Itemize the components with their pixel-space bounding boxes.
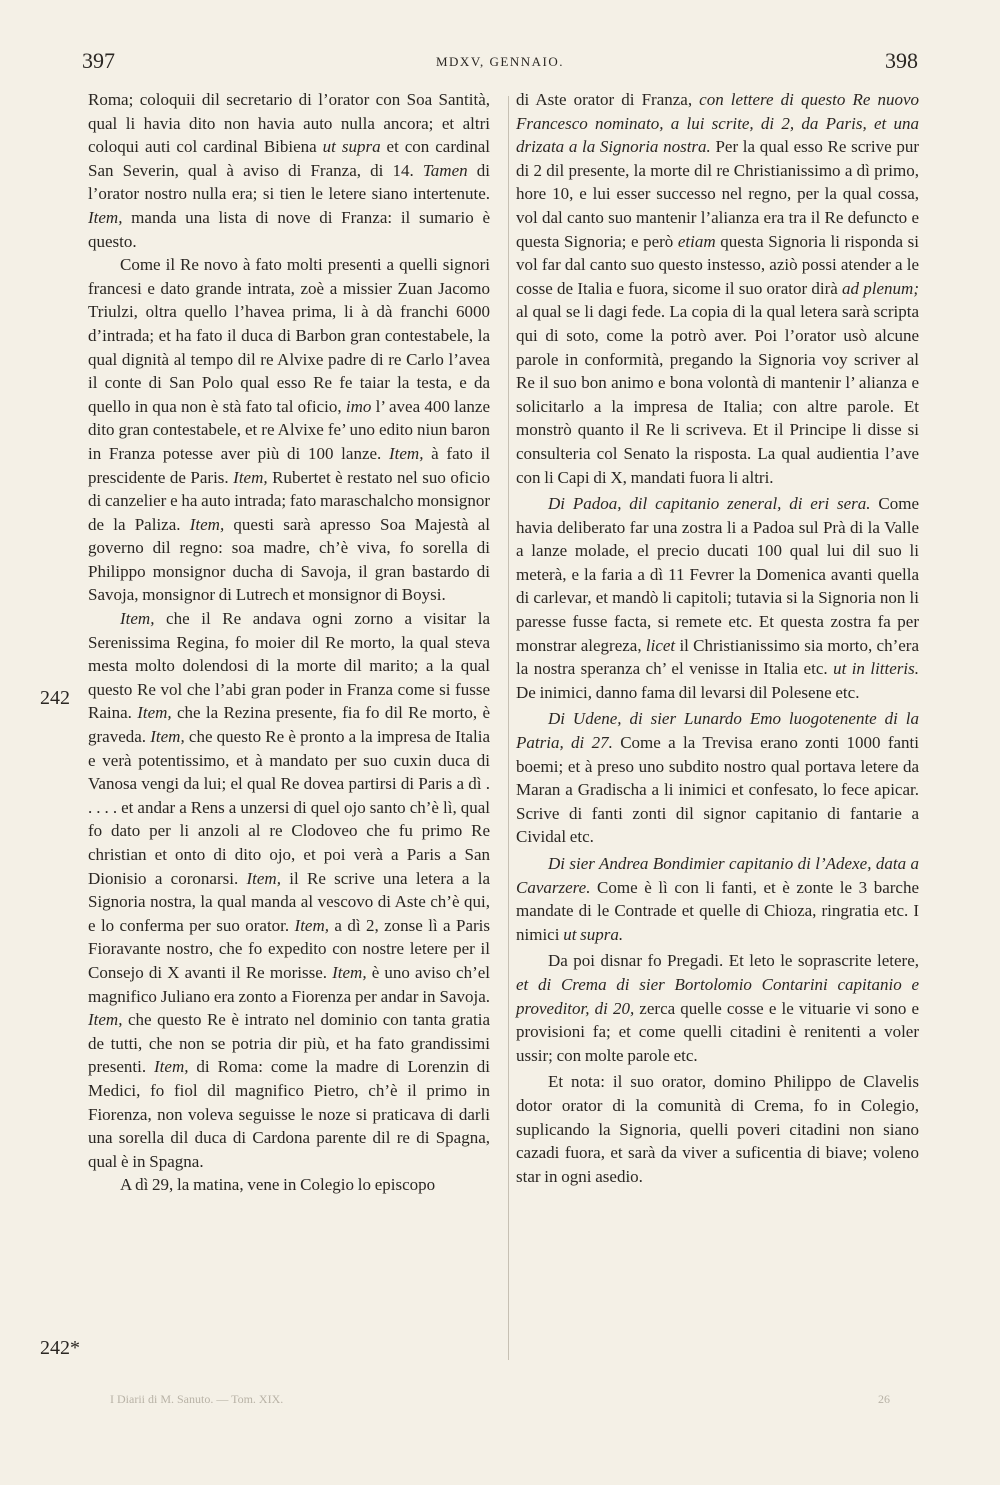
- right-page-number: 398: [885, 48, 918, 73]
- paragraph: Di Udene, di sier Lunardo Emo luogotenente di la Patria, di 27. Come a la Trevisa erano zonti 1000 fanti boemi; et à preso uno subdito nostro qual portava letere da Maran a Gradischa a li inimici et confesato, lo fece apicar. Scrive di fanti zonti dil signor capitanio di fantarie a Cividal etc.: [516, 709, 919, 847]
- paragraph: Item, che il Re andava ogni zorno a visitar la Serenissima Regina, fo moier dil Re morto, la qual steva mesta molto dolendosi di la morte dil marito; a la qual questo Re vol che l’abi gran poder in Franza come si fusse Raina. Item, che la Rezina presente, fia fo dil Re morto, è graveda. Item, che questo Re è pronto a la impresa de Italia e verà potentissimo, et à mandato per suo cuxin duca di Vanosa vengi da lui; el qual Re dovea partirsi di Paris a dì . . . . . et andar a Rens a unzersi di quel ojo santo ch’è lì, qual fo dato per li anzoli al re Clodoveo che fu primo Re christian et onto di dito ojo, et poi verà a Paris a San Dionisio a coronarsi. Item, il Re scrive una letera a la Signoria nostra, la qual manda al vescovo di Aste ch’è qui, e lo conferma per suo orator. Item, a dì 2, zonse lì a Paris Fioravante nostro, che fo expedito con nostre letere per il Consejo di X avanti il Re morisse. Item, è uno aviso ch’el magnifico Juliano era zonto a Fiorenza per andar in Savoja. Item, che questo Re è intrato nel dominio con tanta gratia de tutti, che non se potria dir più, et ha fato grandissimi presenti. Item, di Roma: come la madre di Lorenzin di Medici, fo fiol dil magnifico Pietro, ch’è il primo in Fiorenza, non voleva seguisse le noze si praticava di darli una sorella dil duca di Cardona parente dil re di Spagna, qual è in Spagna.: [88, 609, 491, 1171]
- left-column: [88, 88, 490, 1197]
- right-column: [516, 88, 919, 1188]
- footer-signature-number: 26: [878, 1392, 890, 1406]
- paragraph: Roma; coloquii dil secretario di l’orator con Soa Santità, qual li havia dito non havia auto nulla ancora; et altri coloqui auti col cardinal Bibiena ut supra et con cardinal San Severin, qual à aviso di Franza, di 14. Tamen di l’orator nostro nulla era; si tien le letere siano intertenute. Item, manda una lista di nove di Franza: il sumario è questo.: [88, 90, 491, 251]
- page-header: [82, 48, 918, 84]
- paragraph: Di Padoa, dil capitanio zeneral, di eri sera. Come havia deliberato far una zostra li a Padoa sul Prà di la Valle a lanze molade, el precio ducati 100 qual lui dil suo li meterà, e la faria a dì 11 Fevrer la Domenica avanti quella di carlevar, et mandò li capitoli; tutavia si la Signoria non li paresse fusse facta, si remete etc. Et questa zostra fa per monstrar alegreza, licet il Christianissimo sia morto, ch’era la nostra speranza ch’ el venisse in Italia etc. ut in litteris. De inimici, danno fama dil levarsi dil Polesene etc.: [516, 494, 920, 702]
- left-page-number: 397: [82, 48, 115, 73]
- page-footer: [110, 1392, 890, 1412]
- running-title: MDXV, GENNAIO.: [435, 54, 564, 69]
- paragraph: Di sier Andrea Bondimier capitanio di l’Adexe, data a Cavarzere. Come è lì con li fanti, et è zonte le 3 barche mandate di le Contrade et quelle di Chioza, ringratia etc. I nimici ut supra.: [516, 854, 919, 944]
- margin-column-number-242: 242: [40, 687, 70, 709]
- paragraph: di Aste orator di Franza, con lettere di questo Re nuovo Francesco nominato, a lui scrite, di 2, da Paris, et una drizata a la Signoria nostra. Per la qual esso Re scrive pur di 2 dil presente, la morte dil re Christianissimo a dì primo, hore 10, e lui esser successo nel regno, per la qual cossa, vol dal canto suo mantenir l’alianza era tra il Re defuncto e questa Signoria; e però etiam questa Signoria li risponda si vol far dal canto suo questo instesso, aziò possi atender a le cosse de Italia e fuora, sicome il suo orator dirà ad plenum; al qual se li dagi fede. La copia di la qual letera sarà scripta qui di soto, come la potrò aver. Poi l’orator usò alcune parole in conformità, pregando la Signoria voy scriver al Re il suo bon animo e bona volontà di mantenir l’ alianza e solicitarlo a la impresa de Italia; con altre parole. Et monstrò quanto il Re li scriveva. Et il Principe li disse si consulteria col Senato la risposta. La qual audientia l’ave con li Capi di X, mandati fuora li altri.: [516, 90, 919, 487]
- paragraph: Et nota: il suo orator, domino Philippo de Clavelis dotor orator di la comunità di Crema, fo in Colegio, suplicando la Signoria, quelli poveri citadini non siano cazadi fuora, et sarà da viver a suficentia di biave; voleno star in ogni asedio.: [516, 1072, 919, 1186]
- margin-column-number-242-star: 242*: [40, 1337, 80, 1359]
- paragraph: Come il Re novo à fato molti presenti a quelli signori francesi e dato grande intrata, zoè a missier Zuan Jacomo Triulzi, oltra quello l’havea prima, li à dà franchi 6000 d’intrada; et ha fato il duca di Barbon gran contestabele, la qual dignità al tempo dil re Alvixe padre di re Carlo l’avea il conte di San Polo qual esso Re fe taiar la testa, e da quello in qua non è stà fato tal oficio, imo l’ avea 400 lanze dito gran contestabele, et re Alvixe fe’ uno edito niun baron in Franza potesse aver più di 100 lanze. Item, à fato il prescidente de Paris. Item, Rubertet è restato nel suo oficio di canzelier e ha auto intrada; fato maraschalcho monsignor de la Paliza. Item, questi sarà apresso Soa Majestà al governo dil regno: soa madre, ch’è viva, fo sorella di Philippo monsignor ducha di Savoja, il gran bastardo di Savoja, monsignor di Lutrech et monsignor di Boysi.: [88, 255, 491, 605]
- paragraph: A dì 29, la matina, vene in Colegio lo episcopo: [120, 1175, 436, 1195]
- footer-source: I Diarii di M. Sanuto. — Tom. XIX.: [110, 1392, 284, 1406]
- column-divider: [508, 96, 509, 1360]
- paragraph: Da poi disnar fo Pregadi. Et leto le soprascrite letere, et di Crema di sier Bortolomio Contarini capitanio e proveditor, di 20, zerca quelle cosse e le vituarie vi sono e provisioni fa; et come quelli citadini è renitenti a voler ussir; con molte parole etc.: [516, 951, 919, 1065]
